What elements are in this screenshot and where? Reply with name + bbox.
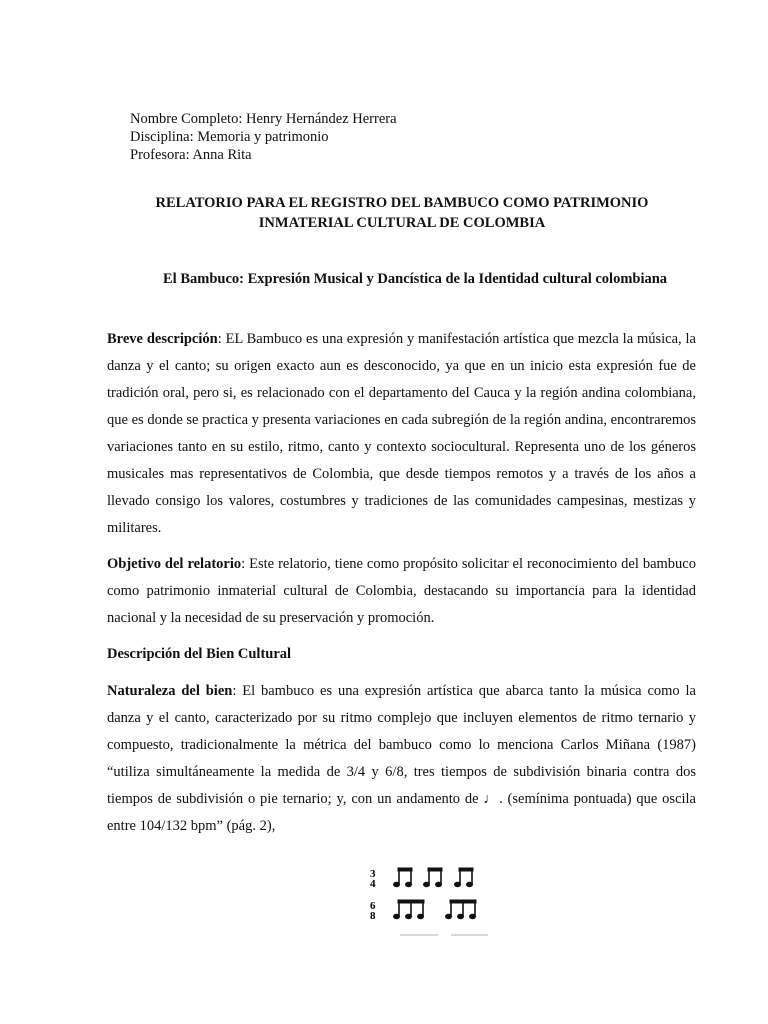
naturaleza-label: Naturaleza del bien [107, 683, 233, 699]
naturaleza-text: : El bambuco es una expresión artística que abarca tanto la música como la danza y el canto, caracterizado por su ritmo complejo que incluyen elementos de ritmo ternario y compuesto, tradicionalmente la métrica del bambuco como lo menciona Carlos Miñana (1987) “utiliza simultáneamente la medida de 3/4 y 6/8, tres tiempos de subdivisión binaria contra dos tiempos de subdivisión o pie ternario; y, con un andamento de ♩. (semínima pontuada) que oscila entre 104/132 bpm” (pág. 2), [107, 683, 696, 834]
breve-descripcion-label: Breve descripción [107, 331, 218, 347]
time-signature-bottom-numerator: 6 [370, 900, 376, 912]
beamed-pair-3 [455, 868, 474, 887]
rhythm-notation-figure [366, 860, 491, 940]
paragraph-objetivo [107, 551, 696, 632]
time-signature-top-denominator: 4 [370, 878, 376, 890]
objetivo-label: Objetivo del relatorio [107, 556, 242, 572]
teacher-line: Profesora: Anna Rita [130, 147, 252, 163]
document-title [100, 193, 704, 233]
discipline-line: Disciplina: Memoria y patrimonio [130, 129, 329, 145]
breve-descripcion-text: : EL Bambuco es una expresión y manifestación artística que mezcla la música, la danza y el canto; su origen exacto aun es desconocido, ya que en un inicio esta expresión fue de tradición oral, pero si, es relacionado con el departamento del Cauca y la región andina colombiana, que es donde se practica y presenta variaciones en cada subregión de la región andina, encontraremos variaciones tanto en su estilo, ritmo, canto y contexto sociocultural. Representa uno de los géneros musicales mas representativos de Colombia, que desde tiempos remotos y a través de los años a llevado consigo los valores, costumbres y tradiciones de las comunidades campesinas, mestizas y militares. [107, 331, 696, 536]
paragraph-naturaleza [107, 678, 696, 840]
beamed-triplet-2 [446, 900, 477, 919]
beamed-pair-2 [424, 868, 443, 887]
student-name-line: Nombre Completo: Henry Hernández Herrera [130, 111, 397, 127]
title-line-2: INMATERIAL CULTURAL DE COLOMBIA [258, 215, 546, 231]
paragraph-breve-descripcion [107, 326, 696, 542]
eighth-note-triplets [394, 900, 477, 919]
eighth-note-pairs [394, 868, 474, 887]
descripcion-bien-heading: Descripción del Bien Cultural [107, 646, 292, 662]
time-signature-bottom-denominator: 8 [370, 910, 376, 922]
title-line-1: RELATORIO PARA EL REGISTRO DEL BAMBUCO COMO PATRIMONIO [155, 195, 649, 211]
beamed-triplet-1 [394, 900, 425, 919]
student-header [130, 110, 397, 164]
document-subtitle: El Bambuco: Expresión Musical y Dancística de la Identidad cultural colombiana [163, 271, 668, 287]
heading-descripcion-bien [107, 641, 696, 668]
time-signature-top-numerator: 3 [370, 868, 376, 880]
objetivo-text: : Este relatorio, tiene como propósito solicitar el reconocimiento del bambuco como patrimonio inmaterial cultural de Colombia, destacando su importancia para la identidad nacional y la necesidad de su preservación y promoción. [107, 556, 696, 626]
beamed-pair-1 [394, 868, 413, 887]
